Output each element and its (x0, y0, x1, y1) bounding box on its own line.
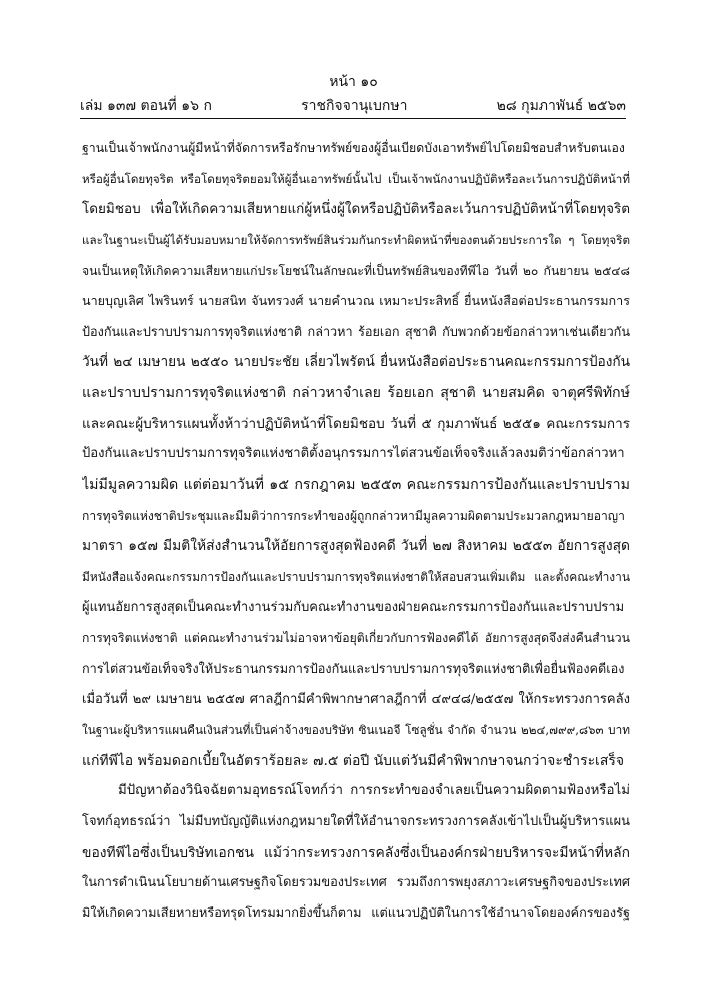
text-line: และปราบปรามการทุจริตแห่งชาติ กล่าวหาจำเลย ร้อยเอก สุชาติ นายสมคิด จาตุศรีพิทักษ์ (82, 385, 630, 402)
page-number: หน้า ๑๐ (329, 74, 378, 90)
document-body (82, 133, 630, 930)
text-line: วันที่ ๒๔ เมษายน ๒๕๕๐ นายประชัย เลี่ยวไพรัตน์ ยื่นหนังสือต่อประธานคณะกรรมการป้องกัน (82, 354, 630, 371)
text-line: การทุจริตแห่งชาติประชุมและมีมติว่าการกระทำของผู้ถูกกล่าวหามีมูลความผิดตามประมวลกฎหมายอาญา (82, 508, 625, 523)
text-line: โดยมิชอบ เพื่อให้เกิดความเสียหายแก่ผู้หนึ่งผู้ใดหรือปฏิบัติหรือละเว้นการปฏิบัติหน้าที่โดยทุจริต (82, 201, 630, 218)
text-line: จนเป็นเหตุให้เกิดความเสียหายแก่ประโยชน์ในลักษณะที่เป็นทรัพย์สินของทีพีไอ วันที่ ๒๐ กันยายน ๒๕๔๘ (82, 263, 630, 278)
text-line: และคณะผู้บริหารแผนทั้งห้าว่าปฏิบัติหน้าที่โดยมิชอบ วันที่ ๕ กุมภาพันธ์ ๒๕๕๑ คณะกรรมการ (82, 415, 630, 432)
text-line: ป้องกันและปราบปรามการทุจริตแห่งชาติตั้งอนุกรรมการไต่สวนข้อเท็จจริงแล้วลงมติว่าข้อกล่าวหา (82, 446, 625, 462)
text-line: นายบุญเลิศ ไพรินทร์ นายสนิท จันทรวงศ์ นายคำนวณ เหมาะประสิทธิ์ ยื่นหนังสือต่อประธานกรรมการ (82, 293, 630, 309)
publication-name: ราชกิจจานุเบกษา (301, 98, 408, 114)
text-line: ไม่มีมูลความผิด แต่ต่อมาวันที่ ๑๕ กรกฎาคม ๒๕๕๓ คณะกรรมการป้องกันและปราบปราม (82, 477, 630, 494)
text-line: โจทก์อุทธรณ์ว่า ไม่มีบทบัญญัติแห่งกฎหมายใดที่ให้อำนาจกระทรวงการคลังเข้าไปเป็นผู้บริหารแผน (82, 814, 630, 830)
text-line: ป้องกันและปราบปรามการทุจริตแห่งชาติ กล่าวหา ร้อยเอก สุชาติ กับพวกด้วยข้อกล่าวหาเช่นเดียวกัน (82, 323, 630, 339)
text-line: และในฐานะเป็นผู้ได้รับมอบหมายให้จัดการทรัพย์สินร่วมกันกระทำผิดหน้าที่ของตนด้วยประการใด ๆ โดยทุจริต (82, 232, 630, 247)
text-line: หรือผู้อื่นโดยทุจริต หรือโดยทุจริตยอมให้ผู้อื่นเอาทรัพย์นั้นไป เป็นเจ้าพนักงานปฏิบัติหรือละเว้นการปฏิบัติหน้าที่ (82, 171, 630, 186)
text-line: ในฐานะผู้บริหารแผนคืนเงินส่วนที่เป็นค่าจ้างของบริษัท ซินเนอจี โซลูชั่น จำกัด จำนวน ๒๒๔,๗๙๙,๘๖๓ บาท (82, 723, 630, 738)
volume-issue: เล่ม ๑๓๗ ตอนที่ ๑๖ ก (80, 98, 212, 114)
text-line: แก่ทีพีไอ พร้อมดอกเบี้ยในอัตราร้อยละ ๗.๕ ต่อปี นับแต่วันมีคำพิพากษาจนกว่าจะชำระเสร็จ (82, 752, 624, 769)
paragraph-first-line: มีปัญหาต้องวินิจฉัยตามอุทธรณ์โจทก์ว่า การกระทำของจำเลยเป็นความผิดตามฟ้องหรือไม่ (118, 783, 630, 799)
text-line: การไต่สวนข้อเท็จจริงให้ประธานกรรมการป้องกันและปราบปรามการทุจริตแห่งชาติเพื่อยื่นฟ้องคดีเอง (82, 660, 625, 676)
text-line: การทุจริตแห่งชาติ แต่คณะทำงานร่วมไม่อาจหาข้อยุติเกี่ยวกับการฟ้องคดีได้ อัยการสูงสุดจึงส่งคืนสำนวน (82, 631, 630, 646)
gazette-header (80, 95, 626, 117)
text-line: ผู้แทนอัยการสูงสุดเป็นคณะทำงานร่วมกับคณะทำงานของฝ่ายคณะกรรมการป้องกันและปราบปราม (82, 599, 625, 615)
text-line: ในการดำเนินนโยบายด้านเศรษฐกิจโดยรวมของประเทศ รวมถึงการพยุงสภาวะเศรษฐกิจของประเทศ (82, 875, 630, 891)
publication-date: ๒๘ กุมภาพันธ์ ๒๕๖๓ (496, 98, 626, 114)
text-line: เมื่อวันที่ ๒๙ เมษายน ๒๕๕๗ ศาลฎีกามีคำพิพากษาศาลฎีกาที่ ๔๙๔๘/๒๕๕๗ ให้กระทรวงการคลัง (82, 691, 630, 707)
header-divider (80, 118, 626, 119)
text-line: มิให้เกิดความเสียหายหรือทรุดโทรมมากยิ่งขึ้นก็ตาม แต่แนวปฏิบัติในการใช้อำนาจโดยองค์กรของรัฐ (82, 906, 630, 922)
text-line: ของทีพีไอซึ่งเป็นบริษัทเอกชน แม้ว่ากระทรวงการคลังซึ่งเป็นองค์กรฝ่ายบริหารจะมีหน้าที่หลัก (82, 844, 630, 861)
text-line: ฐานเป็นเจ้าพนักงานผู้มีหน้าที่จัดการหรือรักษาทรัพย์ของผู้อื่นเบียดบังเอาทรัพย์ไปโดยมิชอบสำหรับตนเอง (82, 141, 625, 155)
text-line: มีหนังสือแจ้งคณะกรรมการป้องกันและปราบปรามการทุจริตแห่งชาติให้สอบสวนเพิ่มเติม และตั้งคณะทำงาน (82, 569, 630, 584)
text-line: มาตรา ๑๕๗ มีมติให้ส่งสำนวนให้อัยการสูงสุดฟ้องคดี วันที่ ๒๗ สิงหาคม ๒๕๕๓ อัยการสูงสุด (82, 538, 630, 555)
